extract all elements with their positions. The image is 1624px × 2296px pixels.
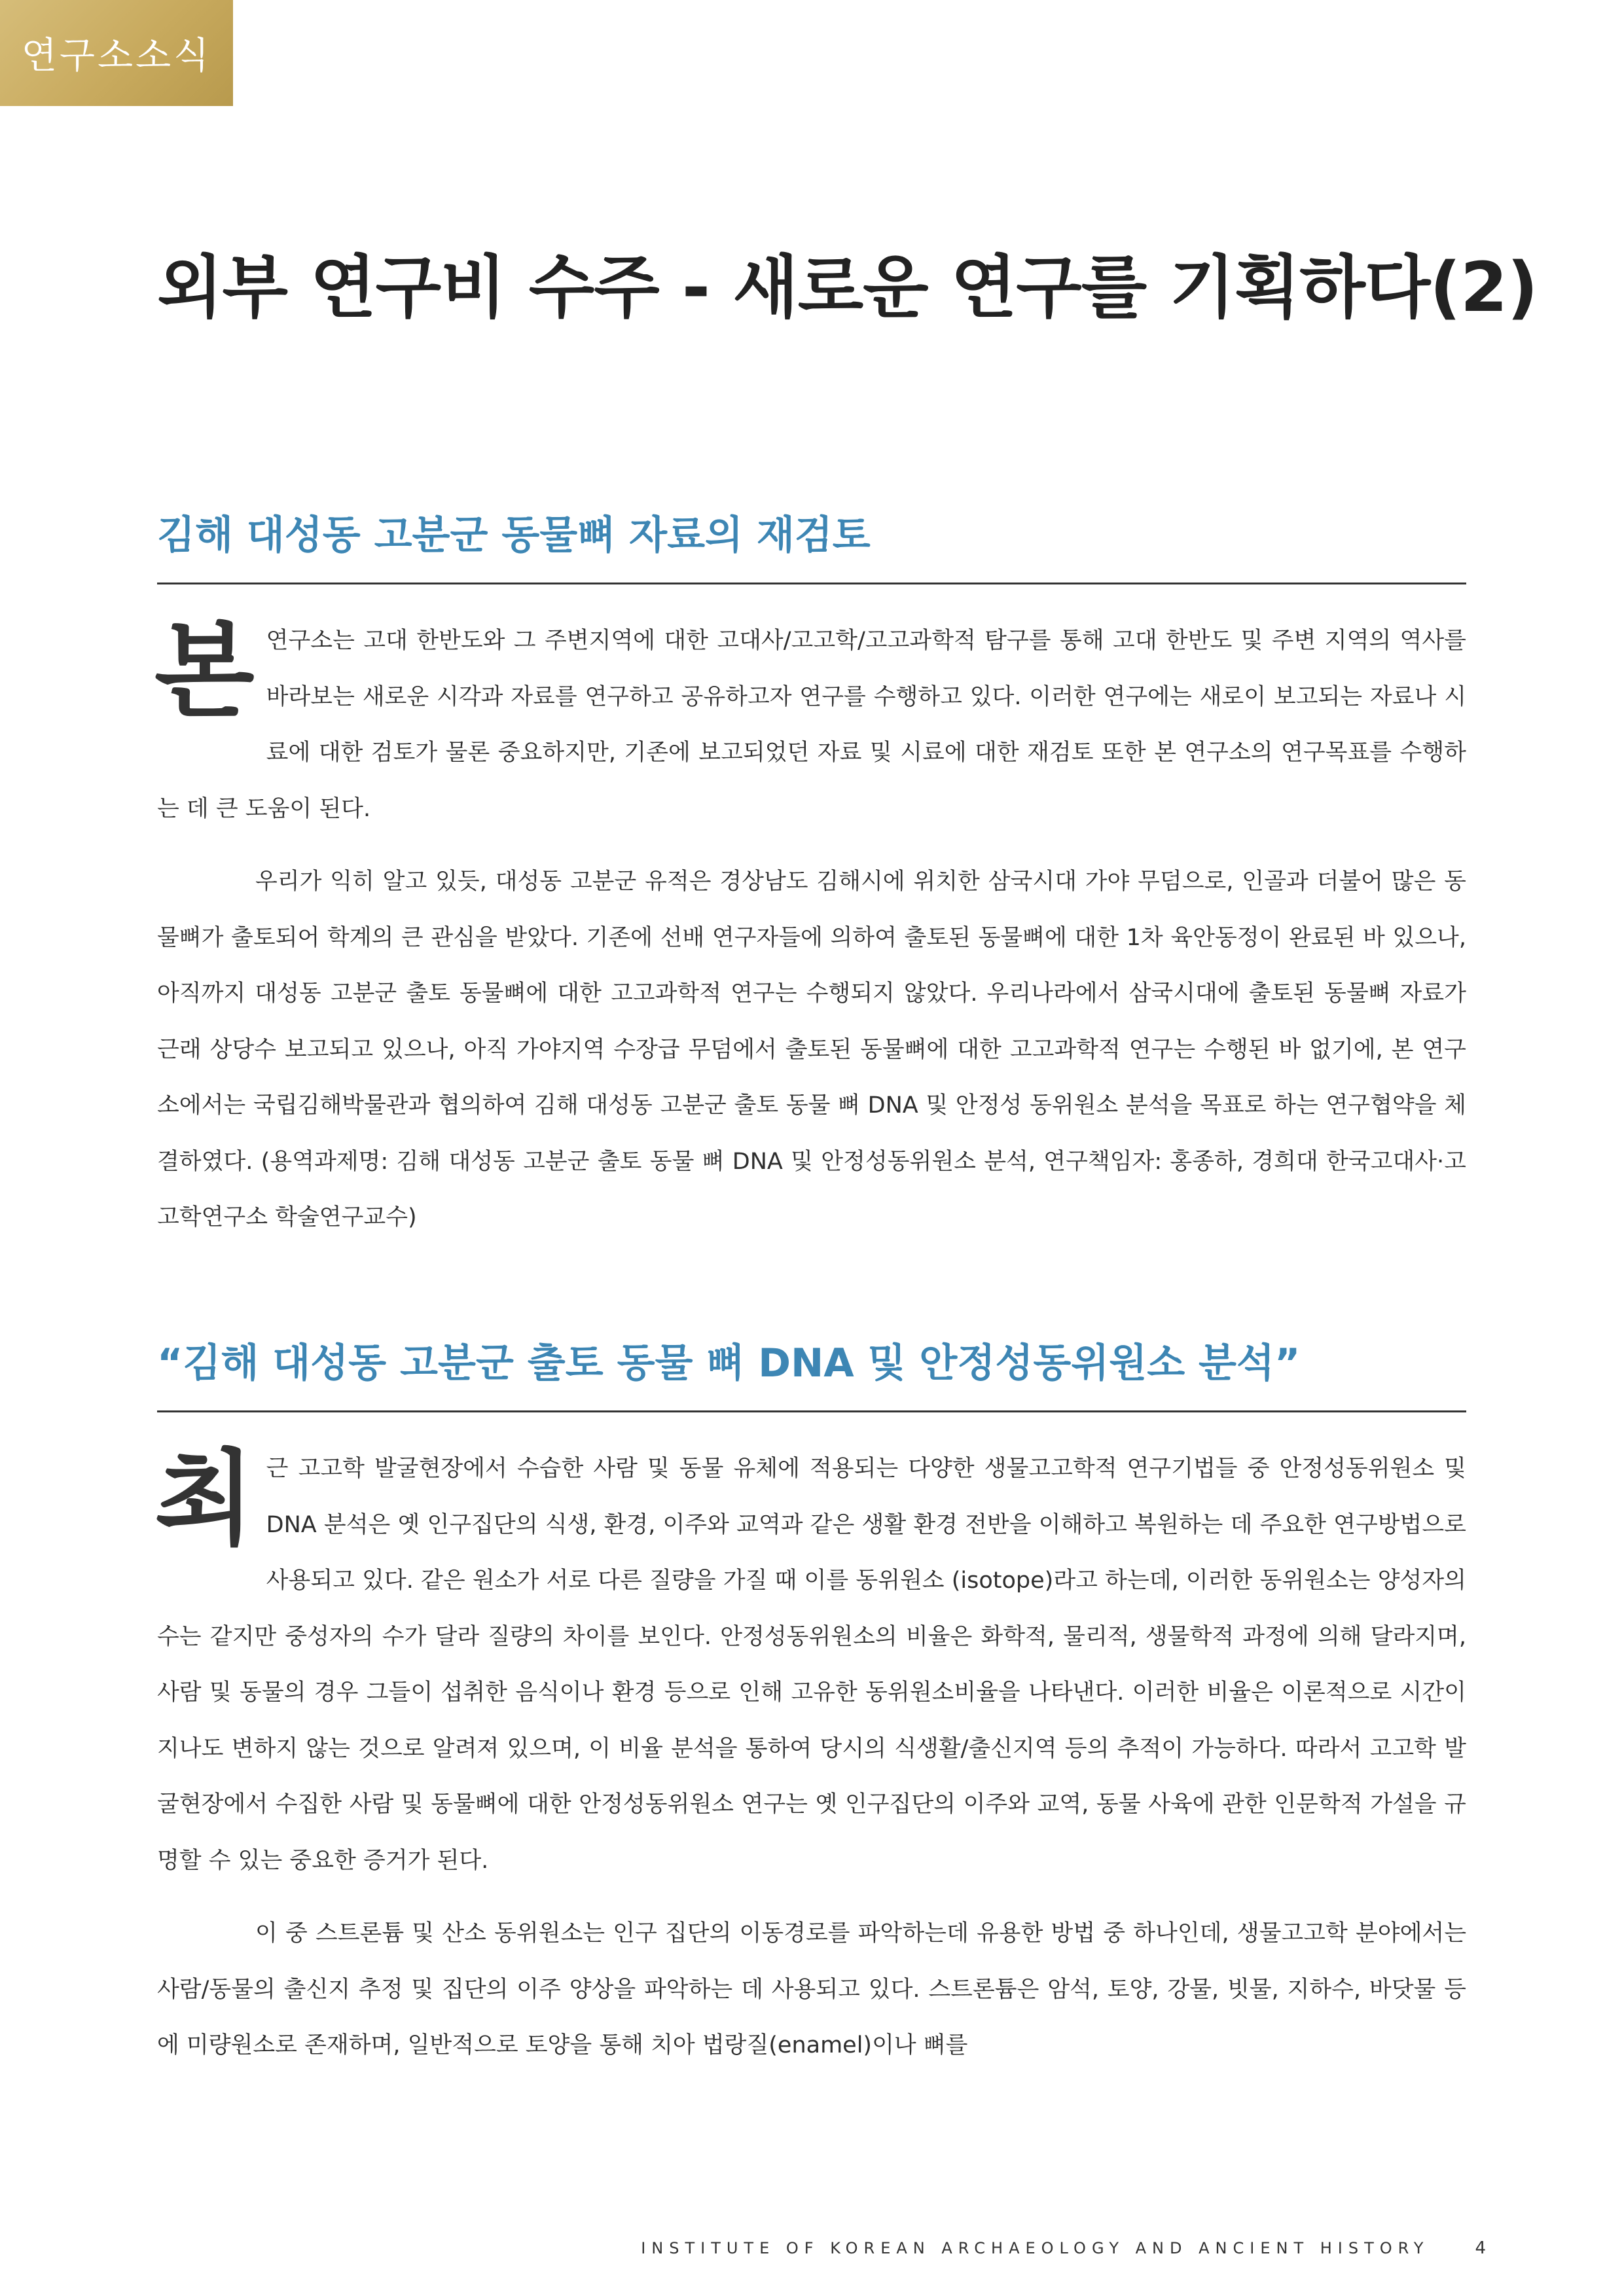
section-2-paragraph-2: 이 중 스트론튬 및 산소 동위원소는 인구 집단의 이동경로를 파악하는데 유용한 방법 중 하나인데, 생물고고학 분야에서는 사람/동물의 출신지 추정 및 집단의 이주 양상을 파악하는 데 사용되고 있다. 스트론튬은 암석, 토양, 강물, 빗물, 지하수, 바닷물 등에 미량원소로 존재하며, 일반적으로 토양을 통해 치아 법랑질(enamel)이나 뼈를 <box>157 1920 1466 2058</box>
section-tag-label: 연구소소식 <box>21 35 212 77</box>
section-tag <box>0 0 233 106</box>
section-1-paragraph-2: 우리가 익히 알고 있듯, 대성동 고분군 유적은 경상남도 김해시에 위치한 삼국시대 가야 무덤으로, 인골과 더불어 많은 동물뼈가 출토되어 학계의 큰 관심을 받았다. 기존에 선배 연구자들에 의하여 출토된 동물뼈에 대한 1차 육안동정이 완료된 바 있으나, 아직까지 대성동 고분군 출토 동물뼈에 대한 고고과학적 연구는 수행되지 않았다. 우리나라에서 삼국시대에 출토된 동물뼈 자료가 근래 상당수 보고되고 있으나, 아직 가야지역 수장급 무덤에서 출토된 동물뼈에 대한 고고과학적 연구는 수행된 바 없기에, 본 연구소에서는 국립김해박물관과 협의하여 김해 대성동 고분군 출토 동물 뼈 DNA 및 안정성 동위원소 분석을 목표로 하는 연구협약을 체결하였다. (용역과제명: 김해 대성동 고분군 출토 동물 뼈 DNA 및 안정성동위원소 분석, 연구책임자: 홍종하, 경희대 한국고대사·고고학연구소 학술연구교수) <box>157 869 1466 1230</box>
section-1-paragraph-1 <box>154 611 1466 837</box>
section-1-paragraph-1-text: 연구소는 고대 한반도와 그 주변지역에 대한 고대사/고고학/고고과학적 탐구를 통해 고대 한반도 및 주변 지역의 역사를 바라보는 새로운 시각과 자료를 연구하고 공유하고자 연구를 수행하고 있다. 이러한 연구에는 새로이 보고되는 자료나 시료에 대한 검토가 물론 중요하지만, 기존에 보고되었던 자료 및 시료에 대한 재검토 또한 본 연구소의 연구목표를 수행하는 데 큰 도움이 된다. <box>157 628 1466 822</box>
section-1 <box>154 504 1466 1246</box>
section-2-body <box>154 1439 1466 2074</box>
footer-institute-name: INSTITUTE OF KOREAN ARCHAEOLOGY AND ANCIENT HISTORY <box>641 2239 1430 2257</box>
page-number: 4 <box>1475 2238 1486 2258</box>
drop-cap: 최 <box>154 1439 255 1560</box>
section-2-paragraph-1 <box>154 1439 1466 1889</box>
section-1-body <box>154 611 1466 1246</box>
page-title: 외부 연구비 수주 - 새로운 연구를 기획하다(2) <box>157 247 1538 327</box>
section-2-paragraph-1-text: 근 고고학 발굴현장에서 수습한 사람 및 동물 유체에 적용되는 다양한 생물고고학적 연구기법들 중 안정성동위원소 및 DNA 분석은 옛 인구집단의 식생, 환경, 이주와 교역과 같은 생활 환경 전반을 이해하고 복원하는 데 주요한 연구방법으로 사용되고 있다. 같은 원소가 서로 다른 질량을 가질 때 이를 동위원소 (isotope)라고 하는데, 이러한 동위원소는 양성자의 수는 같지만 중성자의 수가 달라 질량의 차이를 보인다. 안정성동위원소의 비율은 화학적, 물리적, 생물학적 과정에 의해 달라지며, 사람 및 동물의 경우 그들이 섭취한 음식이나 환경 등으로 인해 고유한 동위원소비율을 나타낸다. 이러한 비율은 이론적으로 시간이 지나도 변하지 않는 것으로 알려져 있으며, 이 비율 분석을 통하여 당시의 식생활/출신지역 등의 추적이 가능하다. 따라서 고고학 발굴현장에서 수집한 사람 및 동물뼈에 대한 안정성동위원소 연구는 옛 인구집단의 이주와 교역, 동물 사육에 관한 인문학적 가설을 규명할 수 있는 중요한 증거가 된다. <box>157 1456 1466 1874</box>
page-footer <box>569 2238 1486 2258</box>
section-2-heading: “김해 대성동 고분군 출토 동물 뼈 DNA 및 안정성동위원소 분석” <box>157 1332 1466 1412</box>
section-2 <box>154 1332 1466 2074</box>
section-1-heading: 김해 대성동 고분군 동물뼈 자료의 재검토 <box>157 504 1466 584</box>
drop-cap: 본 <box>154 611 255 732</box>
